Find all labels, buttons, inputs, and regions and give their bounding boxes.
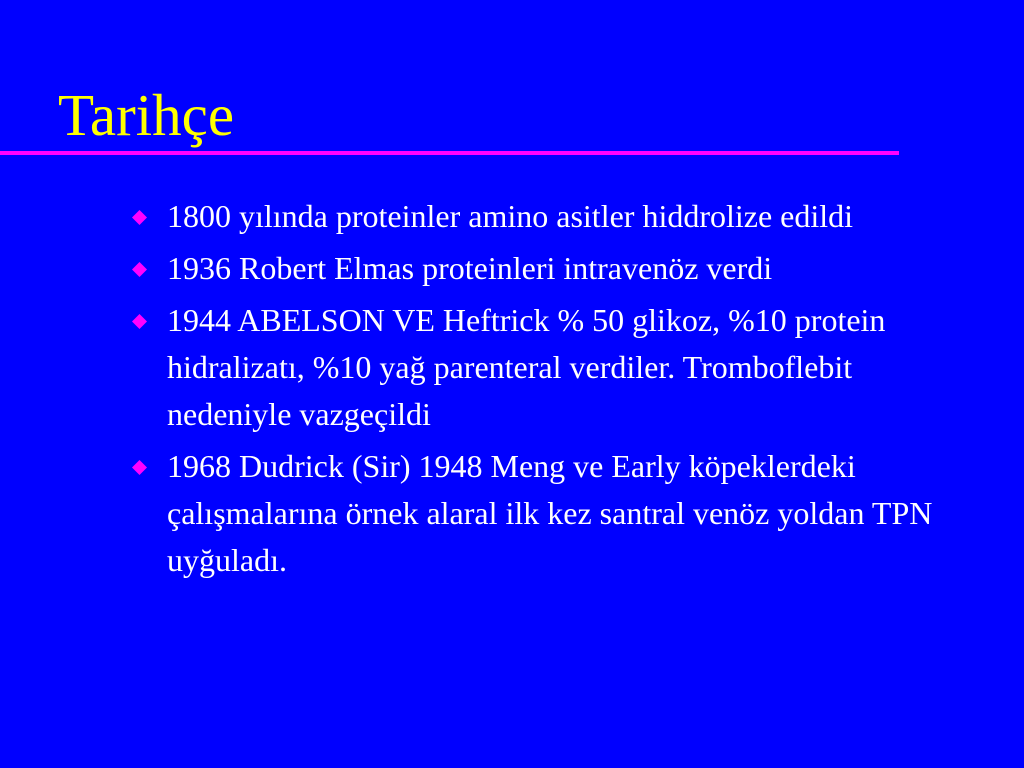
bullet-list — [126, 193, 946, 589]
diamond-bullet-icon — [132, 210, 147, 225]
diamond-bullet-icon — [132, 460, 147, 475]
bullet-item — [126, 297, 946, 438]
bullet-text: 1936 Robert Elmas proteinleri intravenöz verdi — [167, 250, 773, 286]
bullet-text: 1800 yılında proteinler amino asitler hiddrolize edildi — [167, 198, 854, 234]
bullet-text: 1968 Dudrick (Sir) 1948 Meng ve Early köpeklerdeki çalışmalarına örnek alaral ilk kez santral venöz yoldan TPN uyğuladı. — [167, 448, 933, 578]
diamond-bullet-icon — [132, 262, 147, 277]
slide-title: Tarihçe — [58, 82, 235, 148]
bullet-item — [126, 193, 946, 240]
title-underline — [0, 151, 899, 155]
bullet-item — [126, 443, 946, 584]
bullet-item — [126, 245, 946, 292]
bullet-text: 1944 ABELSON VE Heftrick % 50 glikoz, %10 protein hidralizatı, %10 yağ parenteral verdiler. Tromboflebit nedeniyle vazgeçildi — [167, 302, 886, 432]
diamond-bullet-icon — [132, 314, 147, 329]
